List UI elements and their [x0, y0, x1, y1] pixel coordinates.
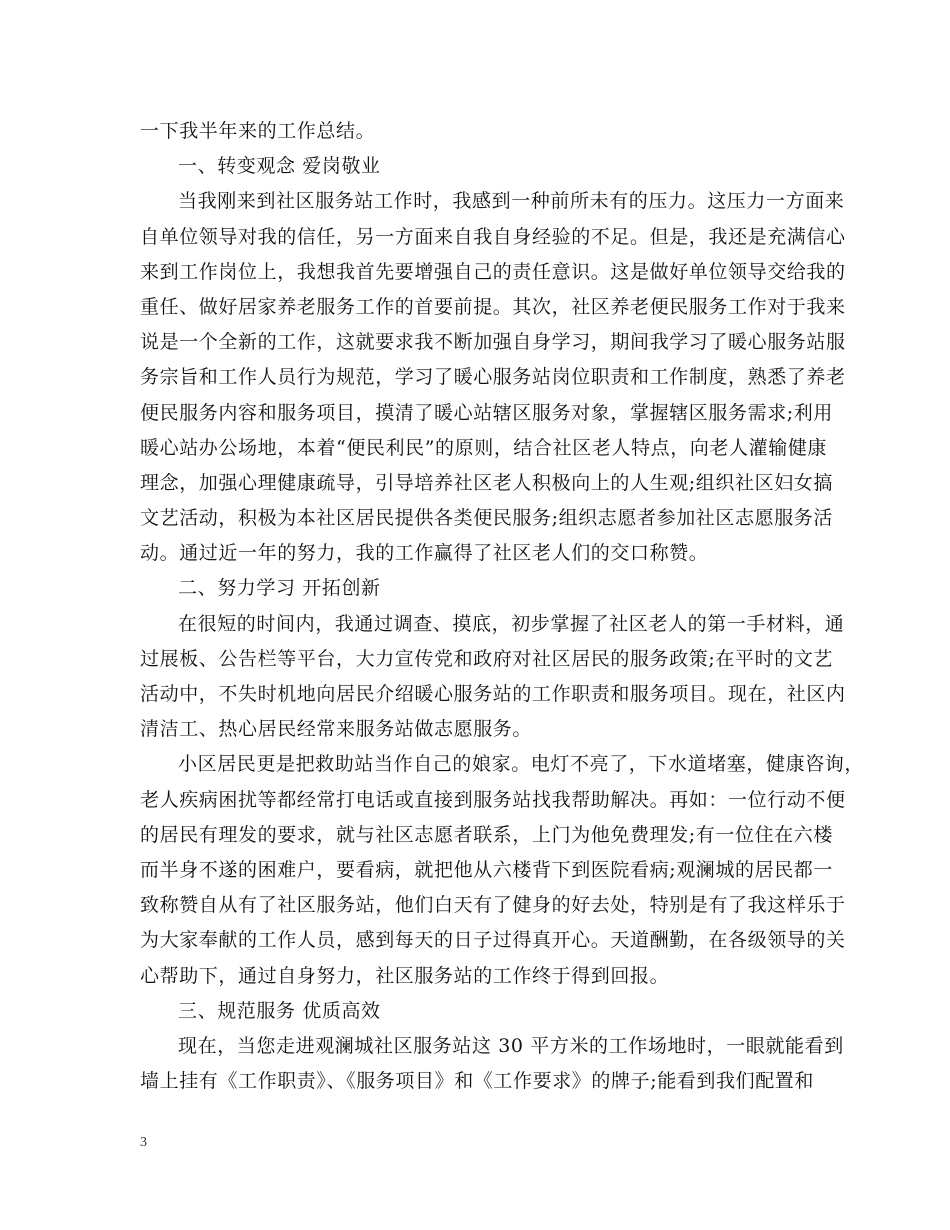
paragraph-line: 便民服务内容和服务项目，摸清了暖心站辖区服务对象，掌握辖区服务需求;利用 [140, 401, 834, 424]
paragraph-line: 墙上挂有《工作职责》、《服务项目》和《工作要求》的牌子;能看到我们配置和 [140, 1070, 815, 1093]
section-heading: 二、努力学习 开拓创新 [178, 577, 381, 600]
paragraph-line: 致称赞自从有了社区服务站，他们白天有了健身的好去处，特别是有了我这样乐于 [140, 894, 846, 917]
paragraph-line: 理念，加强心理健康疏导，引导培养社区老人积极向上的人生观;组织社区妇女搞 [140, 471, 834, 494]
paragraph-line: 过展板、公告栏等平台，大力宣传党和政府对社区居民的服务政策;在平时的文艺 [140, 647, 834, 670]
paragraph-line: 的居民有理发的要求，就与社区志愿者联系，上门为他免费理发;有一位住在六楼 [140, 823, 834, 846]
paragraph-line: 在很短的时间内，我通过调查、摸底，初步掌握了社区老人的第一手材料，通 [178, 612, 845, 635]
paragraph-line: 而半身不遂的困难户，要看病，就把他从六楼背下到医院看病;观澜城的居民都一 [140, 858, 834, 881]
document-body [140, 114, 865, 1099]
paragraph-line: 老人疾病困扰等都经常打电话或直接到服务站找我帮助解决。再如：一位行动不便 [140, 788, 846, 811]
page-number: 3 [140, 1135, 147, 1150]
text-line: 一下我半年来的工作总结。 [140, 120, 376, 142]
paragraph-line: 小区居民更是把救助站当作自己的娘家。电灯不亮了，下水道堵塞，健康咨询， [178, 753, 865, 776]
paragraph-line: 文艺活动，积极为本社区居民提供各类便民服务;组织志愿者参加社区志愿服务活 [140, 507, 834, 530]
paragraph-line: 动。通过近一年的努力，我的工作赢得了社区老人们的交口称赞。 [140, 542, 709, 565]
paragraph-line: 说是一个全新的工作，这就要求我不断加强自身学习，期间我学习了暖心服务站服 [140, 331, 846, 354]
paragraph-line: 务宗旨和工作人员行为规范，学习了暖心服务站岗位职责和工作制度，熟悉了养老 [140, 366, 846, 389]
section-heading: 一、转变观念 爱岗敬业 [178, 155, 381, 178]
paragraph-line: 暖心站办公场地，本着“便民利民”的原则，结合社区老人特点，向老人灌输健康 [140, 436, 828, 459]
paragraph-line: 现在，当您走进观澜城社区服务站这 30 平方米的工作场地时，一眼就能看到 [178, 1034, 844, 1057]
section-heading: 三、规范服务 优质高效 [178, 999, 381, 1022]
paragraph-line: 当我刚来到社区服务站工作时，我感到一种前所未有的压力。这压力一方面来 [178, 190, 845, 213]
paragraph-line: 为大家奉献的工作人员，感到每天的日子过得真开心。天道酬勤，在各级领导的关 [140, 929, 846, 952]
paragraph-line: 重任、做好居家养老服务工作的首要前提。其次，社区养老便民服务工作对于我来 [140, 295, 846, 318]
paragraph-line: 心帮助下，通过自身努力，社区服务站的工作终于得到回报。 [140, 964, 670, 987]
paragraph-line: 来到工作岗位上，我想我首先要增强自己的责任意识。这是做好单位领导交给我的 [140, 260, 846, 283]
paragraph-line: 自单位领导对我的信任，另一方面来自我自身经验的不足。但是，我还是充满信心 [140, 225, 846, 248]
paragraph-line: 活动中，不失时机地向居民介绍暖心服务站的工作职责和服务项目。现在，社区内 [140, 683, 846, 705]
paragraph-line: 清洁工、热心居民经常来服务站做志愿服务。 [140, 718, 533, 741]
